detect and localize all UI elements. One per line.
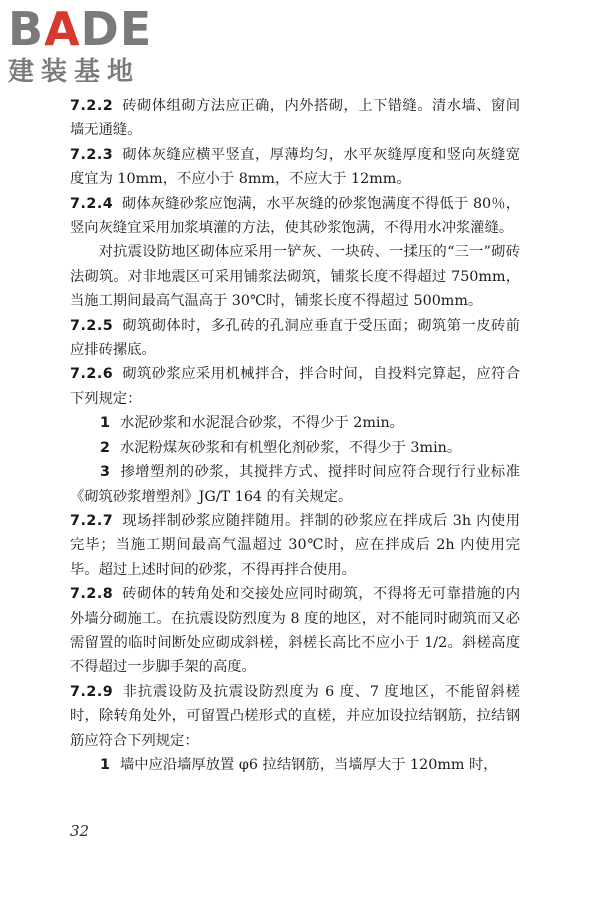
clause-text: 砌体灰缝应横平竖直，厚薄均匀，水平灰缝厚度和竖向灰缝宽度宜为 10mm，不应小于 8mm，不应大于 12mm。 (70, 146, 520, 188)
clause-7-2-2 (70, 94, 520, 143)
clause-7-2-5 (70, 314, 520, 363)
list-item-text: 水泥砂浆和水泥混合砂浆，不得少于 2min。 (119, 415, 404, 432)
logo-tagline: 建装基地 (8, 57, 141, 87)
clause-number: 7.2.2 (70, 98, 114, 114)
logo-letter-b: B (8, 2, 45, 56)
clause-text: 砌体灰缝砂浆应饱满，水平灰缝的砂浆饱满度不得低于 80％，竖向灰缝宜采用加浆填灌的方法，使其砂浆饱满，不得用水冲浆灌缝。 (70, 195, 520, 237)
clause-7-2-9 (70, 680, 520, 753)
list-item-text: 墙中应沿墙厚放置 φ6 拉结钢筋，当墙厚大于 120mm 时， (119, 756, 498, 773)
clause-7-2-7 (70, 509, 520, 582)
page-number: 32 (70, 822, 90, 840)
clause-number: 7.2.9 (70, 683, 114, 700)
clause-number: 7.2.5 (70, 317, 114, 334)
list-item-number: 1 (100, 756, 110, 773)
list-item (70, 411, 520, 435)
clause-7-2-3 (70, 143, 520, 192)
clause-text: 砌筑砌体时，多孔砖的孔洞应垂直于受压面；砌筑第一皮砖前应排砖摞底。 (70, 317, 520, 359)
list-item-number: 2 (100, 439, 110, 456)
list-item-number: 1 (100, 415, 110, 432)
logo-letter-a: A (44, 2, 81, 56)
document-body (70, 94, 520, 777)
logo-wordmark (8, 4, 208, 54)
clause-text: 砖砌体的转角处和交接处应同时砌筑，不得将无可靠措施的内外墙分砌施工。在抗震设防烈度为 8 度的地区，对不能同时砌筑而又必需留置的临时间断处应砌成斜槎，斜槎长高比不应小于 1/2。斜槎高度不得超过一步脚手架的高度。 (70, 586, 520, 676)
logo-letters-de: DE (80, 2, 153, 56)
clause-text: 对抗震设防地区砌体应采用一铲灰、一块砖、一揉压的“三一”砌砖法砌筑。对非地震区可采用铺浆法砌筑，铺浆长度不得超过 750mm，当施工期间最高气温高于 30℃时，铺浆长度不得超过 500mm。 (70, 244, 520, 310)
clause-number: 7.2.7 (70, 512, 114, 529)
clause-7-2-8 (70, 582, 520, 680)
list-item-number: 3 (100, 464, 110, 481)
clause-7-2-4 (70, 192, 520, 241)
list-item-text: 掺增塑剂的砂浆，其搅拌方式、搅拌时间应符合现行行业标准《砌筑砂浆增塑剂》JG/T 164 的有关规定。 (70, 464, 520, 505)
clause-number: 7.2.4 (70, 195, 114, 212)
clause-7-2-4-continuation (70, 240, 520, 313)
clause-text: 非抗震设防及抗震设防烈度为 6 度、7 度地区，不能留斜槎时，除转角处外，可留置凸槎形式的直槎，并应加设拉结钢筋，拉结钢筋应符合下列规定： (70, 683, 520, 749)
clause-number: 7.2.8 (70, 586, 114, 603)
list-item-text: 水泥粉煤灰砂浆和有机塑化剂砂浆，不得少于 3min。 (119, 439, 462, 456)
bade-logo (8, 4, 208, 96)
clause-text: 砖砌体组砌方法应正确，内外搭砌，上下错缝。清水墙、窗间墙无通缝。 (70, 98, 520, 139)
list-item (70, 460, 520, 509)
clause-text: 砌筑砂浆应采用机械拌合，拌合时间，自投料完算起，应符合下列规定： (70, 366, 520, 407)
clause-7-2-6 (70, 362, 520, 411)
clause-number: 7.2.3 (70, 146, 114, 163)
clause-number: 7.2.6 (70, 366, 114, 383)
clause-text: 现场拌制砂浆应随拌随用。拌制的砂浆应在拌成后 3h 内使用完毕；当施工期间最高气温超过 30℃时，应在拌成后 2h 内使用完毕。超过上述时间的砂浆，不得再拌合使用。 (70, 512, 520, 578)
list-item (70, 753, 520, 777)
list-item (70, 436, 520, 460)
